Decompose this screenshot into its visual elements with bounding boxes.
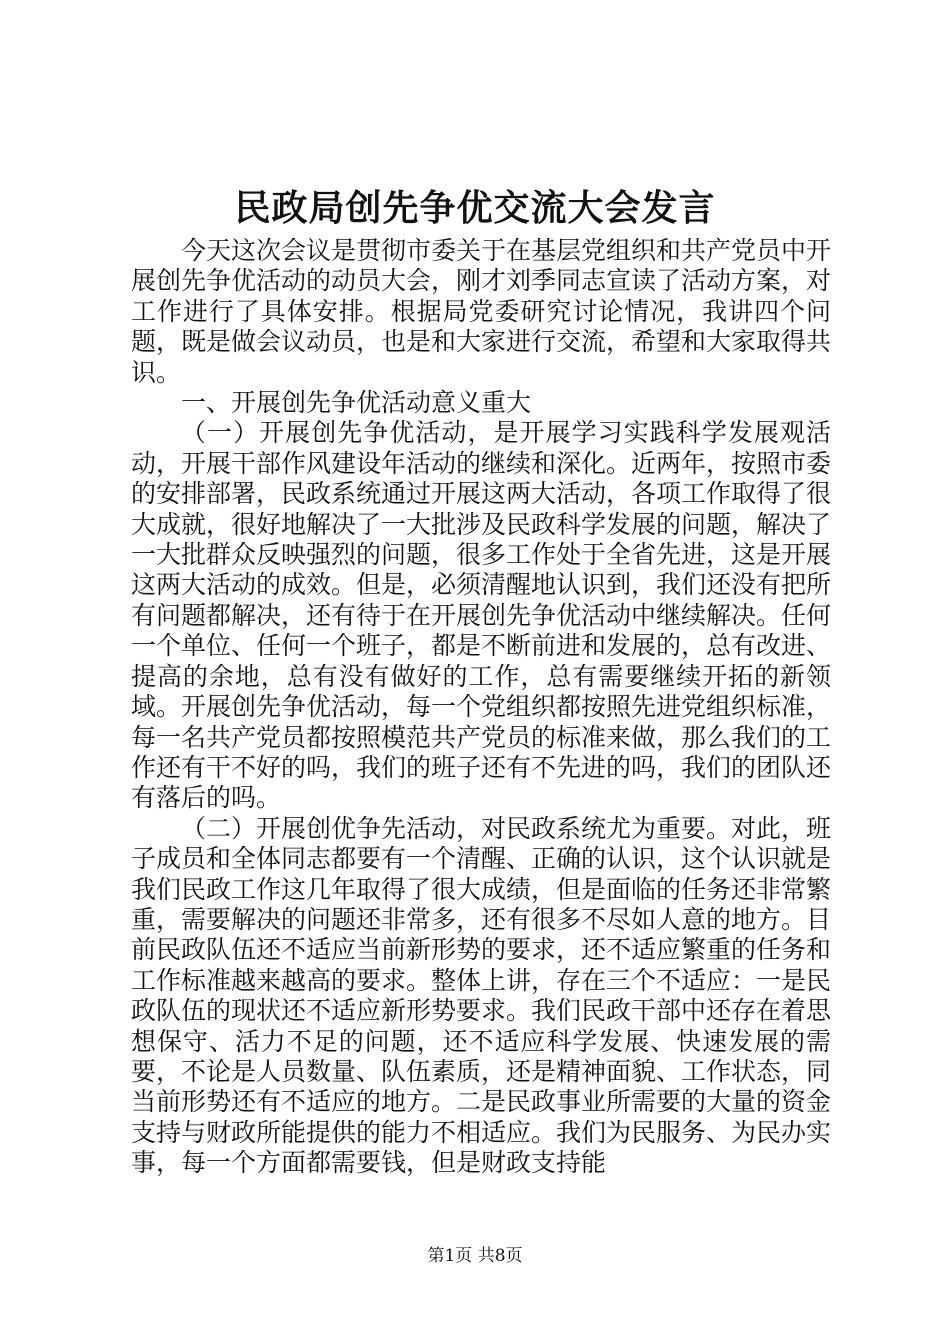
page-number-footer: 第1页 共8页 — [427, 1246, 523, 1266]
paragraph-section-1-item-2: （二）开展创优争先活动，对民政系统尤为重要。对此，班子成员和全体同志都要有一个清醒、正确的认识，这个认识就是我们民政工作这几年取得了很大成绩，但是面临的任务还非常繁重，需要解决的问题还非常多，还有很多不尽如人意的地方。目前民政队伍还不适应当前新形势的要求，还不适应繁重的任务和工作标准越来越高的要求。整体上讲，存在三个不适应：一是民政队伍的现状还不适应新形势要求。我们民政干部中还存在着思想保守、活力不足的问题，还不适应科学发展、快速发展的需要，不论是人员数量、队伍素质，还是精神面貌、工作状态，同当前形势还有不适应的地方。二是民政事业所需要的大量的资金支持与财政所能提供的能力不相适应。我们为民服务、为民办实事，每一个方面都需要钱，但是财政支持能 — [131, 813, 832, 1178]
document-title: 民政局创先争优交流大会发言 — [234, 187, 716, 229]
paragraph-intro: 今天这次会议是贯彻市委关于在基层党组织和共产党员中开展创先争优活动的动员大会，刚才刘季同志宣读了活动方案，对工作进行了具体安排。根据局党委研究讨论情况，我讲四个问题，既是做会议动员，也是和大家进行交流，希望和大家取得共识。 — [131, 236, 832, 387]
section-heading-1: 一、开展创先争优活动意义重大 — [181, 388, 532, 418]
paragraph-section-1-item-1: （一）开展创先争优活动，是开展学习实践科学发展观活动，开展干部作风建设年活动的继续和深化。近两年，按照市委的安排部署，民政系统通过开展这两大活动，各项工作取得了很大成就，很好地解决了一大批涉及民政科学发展的问题，解决了一大批群众反映强烈的问题，很多工作处于全省先进，这是开展这两大活动的成效。但是，必须清醒地认识到，我们还没有把所有问题都解决，还有待于在开展创先争优活动中继续解决。任何一个单位、任何一个班子，都是不断前进和发展的，总有改进、提高的余地，总有没有做好的工作，总有需要继续开拓的新领域。开展创先争优活动，每一个党组织都按照先进党组织标准，每一名共产党员都按照模范共产党员的标准来做，那么我们的工作还有干不好的吗，我们的班子还有不先进的吗，我们的团队还有落后的吗。 — [131, 418, 832, 813]
document-body — [131, 236, 831, 1179]
